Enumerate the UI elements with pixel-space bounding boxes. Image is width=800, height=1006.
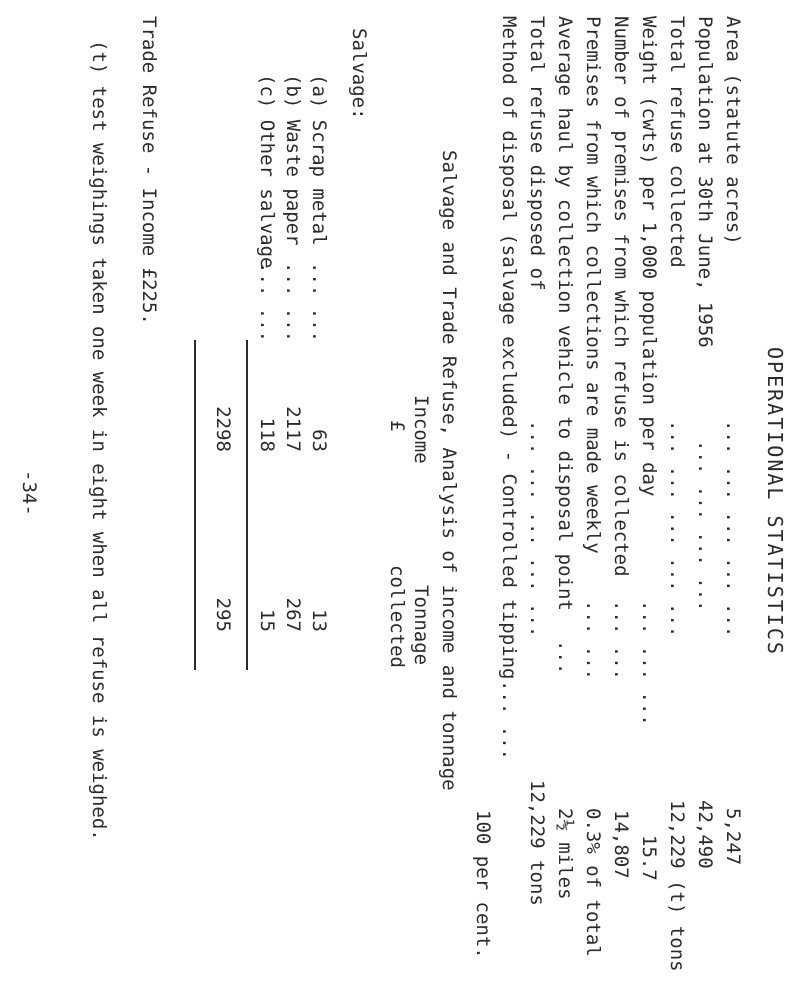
stat-label-disposed: Total refuse disposed of	[526, 16, 548, 291]
stat-dots-method: ... ...	[498, 680, 520, 761]
salvage-dots-scrap: ... ...	[308, 262, 330, 343]
stat-value-disposed: 12,229 tons	[526, 780, 548, 906]
stat-label-weight: Weight (cwts) per 1,000 population per day	[638, 16, 660, 497]
stat-value-method: 100 per cent.	[472, 810, 494, 959]
total-rule-bottom	[194, 340, 196, 670]
tonnage-header-2: collected	[386, 565, 408, 668]
stat-value-total-refuse: 12,229 (t) tons	[666, 800, 688, 972]
salvage-tonnage-paper: 267	[282, 597, 304, 632]
stat-label-population: Population at 30th June, 1956	[694, 16, 716, 348]
stat-value-premises: 14,807	[610, 810, 632, 879]
tonnage-header-1: Tonnage	[410, 585, 432, 666]
stat-value-area: 5,247	[722, 808, 744, 866]
stat-label-total-refuse: Total refuse collected	[666, 16, 688, 268]
salvage-label-other: (c) Other salvage	[256, 74, 278, 269]
stat-label-premises: Number of premises from which refuse is collected	[610, 16, 632, 577]
salvage-income-other: 118	[256, 417, 278, 452]
income-header-2: £	[386, 420, 408, 432]
salvage-label-scrap: (a) Scrap metal	[308, 74, 330, 246]
analysis-title: Salvage and Trade Refuse, Analysis of income and tonnage	[438, 150, 460, 791]
stat-dots-premises: ... ...	[610, 600, 632, 681]
salvage-label: Salvage:	[348, 28, 370, 120]
stat-dots-haul: ...	[554, 640, 576, 675]
stat-dots-total-refuse: ... ... ... ... ...	[666, 420, 688, 638]
stat-dots-disposed: ... ... ... ... ...	[526, 420, 548, 638]
salvage-tonnage-other: 15	[256, 609, 278, 632]
footnote: (t) test weighings taken one week in eight when all refuse is weighed.	[88, 40, 110, 841]
income-header-1: Income	[410, 395, 432, 464]
total-tonnage: 295	[212, 597, 234, 632]
stat-label-method: Method of disposal (salvage excluded) - Controlled tipping	[498, 16, 520, 680]
stat-value-population: 42,490	[694, 800, 716, 869]
salvage-tonnage-scrap: 13	[308, 609, 330, 632]
salvage-label-paper: (b) Waste paper	[282, 74, 304, 246]
salvage-dots-other: ... ...	[256, 262, 278, 343]
stat-dots-population: ... ... ... ...	[694, 440, 716, 612]
total-rule-top	[246, 340, 248, 670]
stat-dots-weight: ... ... ...	[638, 600, 660, 726]
stat-label-weekly: Premises from which collections are made weekly	[582, 16, 604, 554]
salvage-dots-paper: ... ...	[282, 262, 304, 343]
page-heading: OPERATIONAL STATISTICS	[763, 347, 787, 656]
salvage-income-scrap: 63	[308, 429, 330, 452]
stat-value-haul: 2½ miles	[554, 808, 576, 900]
stat-value-weekly: 0.3% of total	[582, 808, 604, 957]
page-number: -34-	[18, 470, 40, 516]
total-income: 2298	[212, 406, 234, 452]
salvage-income-paper: 2117	[282, 406, 304, 452]
stat-value-weight: 15.7	[638, 835, 660, 881]
stat-dots-area: ... ... ... ... ...	[722, 420, 744, 638]
trade-refuse-line: Trade Refuse - Income £225.	[138, 16, 160, 325]
stat-label-haul: Average haul by collection vehicle to disposal point	[554, 16, 576, 611]
stat-dots-weekly: ... ...	[582, 600, 604, 681]
stat-label-area: Area (statute acres)	[722, 16, 744, 245]
